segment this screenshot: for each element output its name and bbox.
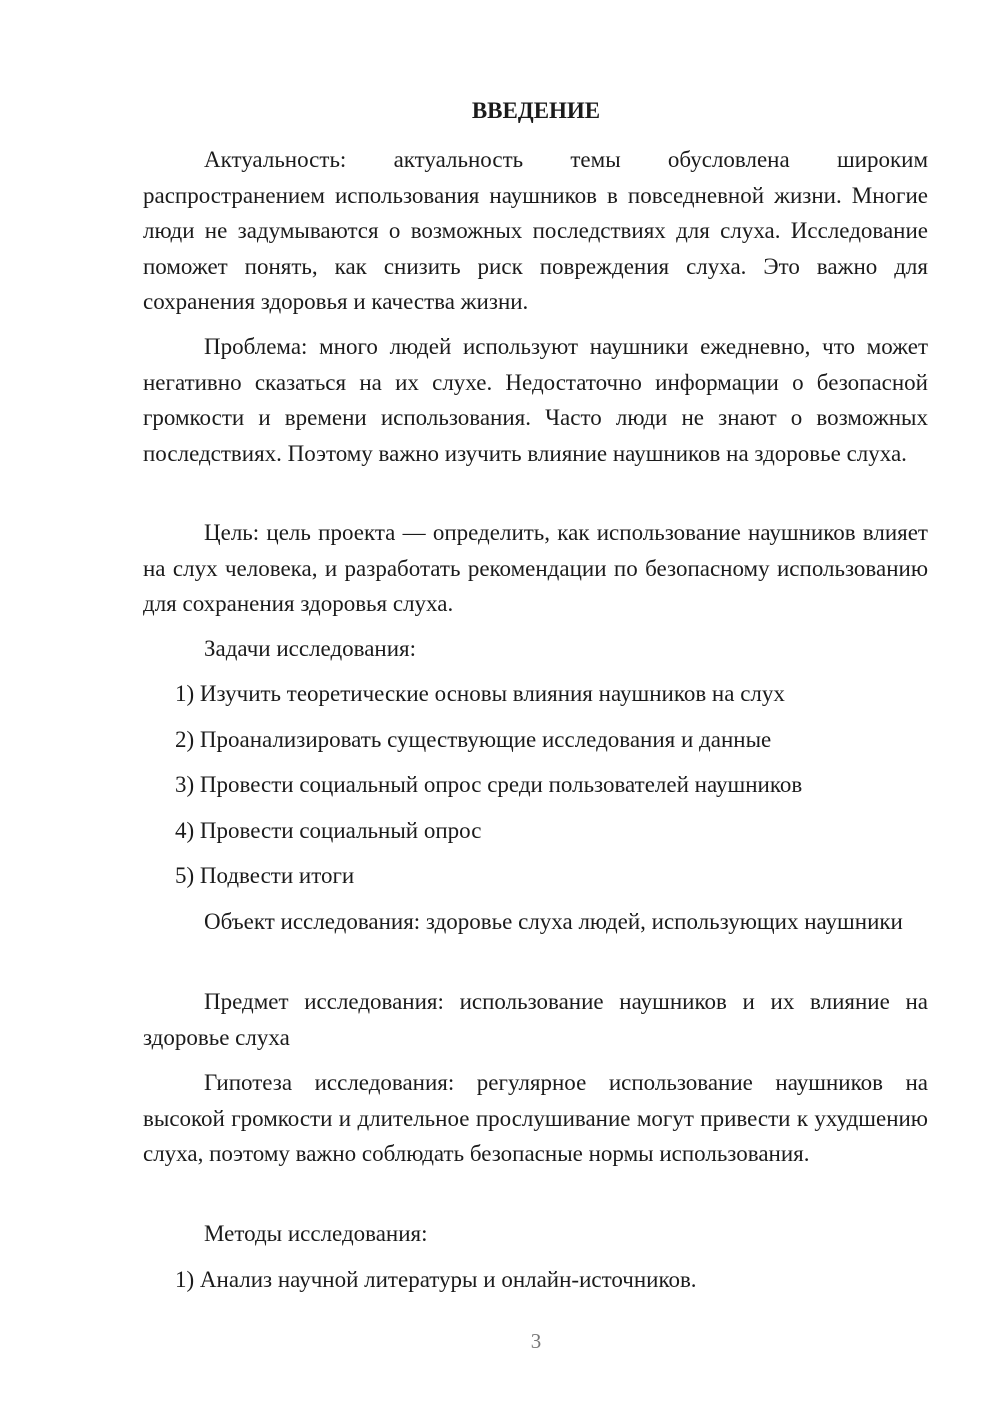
task-item: 5) Подвести итоги	[175, 863, 355, 888]
hypothesis-paragraph: Гипотеза исследования: регулярное использование наушников на высокой громкости и длительное прослушивание могут привести к ухудшению слуха, поэтому важно соблюдать безопасные нормы использования.	[143, 1070, 928, 1166]
task-item: 3) Провести социальный опрос среди пользователей наушников	[175, 772, 803, 797]
goal-paragraph: Цель: цель проекта — определить, как использование наушников влияет на слух человека, и разработать рекомендации по безопасному использованию для сохранения здоровья слуха.	[143, 520, 928, 616]
relevance-paragraph: Актуальность: актуальность темы обусловлена широким распространением использования наушников в повседневной жизни. Многие люди не задумываются о возможных последствиях для слуха. Исследование поможет понять, как снизить риск повреждения слуха. Это важно для сохранения здоровья и качества жизни.	[143, 147, 928, 314]
task-item: 4) Провести социальный опрос	[175, 818, 482, 843]
problem-paragraph: Проблема: много людей используют наушники ежедневно, что может негативно сказаться на их слухе. Недостаточно информации о безопасной громкости и времени использования. Часто люди не знают о возможных последствиях. Поэтому важно изучить влияние наушников на здоровье слуха.	[143, 334, 928, 466]
method-item: 1) Анализ научной литературы и онлайн-источников.	[175, 1267, 697, 1292]
page-title: ВВЕДЕНИЕ	[471, 98, 601, 123]
methods-heading: Методы исследования:	[204, 1221, 428, 1246]
task-item: 1) Изучить теоретические основы влияния наушников на слух	[175, 681, 785, 706]
page-number: 3	[530, 1329, 542, 1353]
object-paragraph: Объект исследования: здоровье слуха людей, использующих наушники	[204, 909, 903, 934]
subject-paragraph: Предмет исследования: использование наушников и их влияние на здоровье слуха	[143, 989, 928, 1050]
tasks-heading: Задачи исследования:	[204, 636, 417, 661]
task-item: 2) Проанализировать существующие исследования и данные	[175, 727, 772, 752]
